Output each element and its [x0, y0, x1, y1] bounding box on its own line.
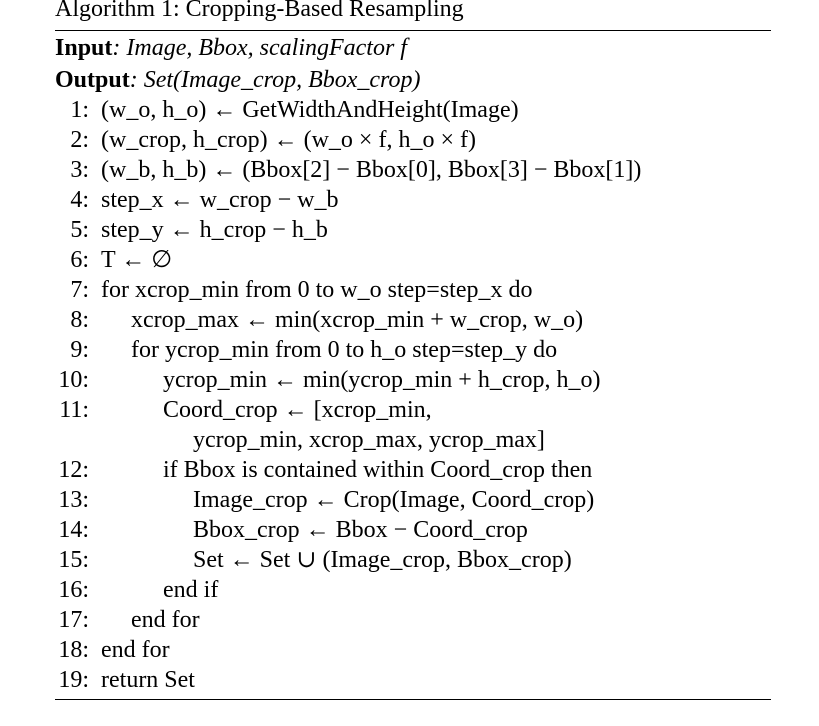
algorithm-line — [55, 185, 771, 215]
algorithm-line — [55, 335, 771, 365]
algorithm-line — [55, 425, 771, 455]
line-code: (w_b, h_b) ← (Bbox[2] − Bbox[0], Bbox[3] − Bbox[1]) — [101, 157, 642, 183]
line-number: 17: — [58, 607, 89, 633]
output-line — [55, 65, 771, 95]
algorithm-line — [55, 575, 771, 605]
caption-title: Cropping-Based Resampling — [185, 0, 464, 22]
line-code: Coord_crop ← [xcrop_min, — [163, 397, 432, 423]
algorithm-line — [55, 95, 771, 125]
algorithm-line — [55, 395, 771, 425]
algorithm-line — [55, 635, 771, 665]
line-code: end if — [163, 577, 219, 603]
algorithm-line — [55, 305, 771, 335]
output-label: Output — [55, 67, 130, 93]
algorithm-line — [55, 665, 771, 695]
algorithm-line — [55, 245, 771, 275]
line-code: T ← ∅ — [101, 247, 173, 273]
algorithm-line — [55, 275, 771, 305]
line-code: ycrop_min ← min(ycrop_min + h_crop, h_o) — [163, 367, 601, 393]
algorithm-line — [55, 485, 771, 515]
line-number: 15: — [58, 547, 89, 573]
algorithm-caption — [55, 0, 771, 30]
line-code: for ycrop_min from 0 to h_o step=step_y do — [131, 337, 558, 363]
output-value: : Set(Image_crop, Bbox_crop) — [129, 67, 421, 93]
line-number: 9: — [70, 337, 89, 363]
bottom-rule — [55, 699, 771, 700]
line-number: 2: — [70, 127, 89, 153]
line-number: 6: — [70, 247, 89, 273]
line-number: 16: — [58, 577, 89, 603]
input-label: Input — [55, 35, 113, 61]
algorithm-line — [55, 155, 771, 185]
line-code: (w_crop, h_crop) ← (w_o × f, h_o × f) — [101, 127, 476, 153]
line-code: for xcrop_min from 0 to w_o step=step_x do — [101, 277, 533, 303]
line-number: 4: — [70, 187, 89, 213]
algorithm-block — [55, 0, 771, 700]
line-number: 19: — [58, 667, 89, 693]
algorithm-line — [55, 515, 771, 545]
algorithm-line — [55, 455, 771, 485]
line-code: return Set — [101, 667, 195, 693]
line-code: xcrop_max ← min(xcrop_min + w_crop, w_o) — [131, 307, 584, 333]
line-number: 12: — [58, 457, 89, 483]
algorithm-line — [55, 545, 771, 575]
line-code: step_x ← w_crop − w_b — [101, 187, 339, 213]
algorithm-line — [55, 605, 771, 635]
top-rule — [55, 30, 771, 31]
line-code: end for — [101, 637, 170, 663]
line-number: 7: — [70, 277, 89, 303]
line-number: 5: — [70, 217, 89, 243]
algorithm-line — [55, 365, 771, 395]
line-code: if Bbox is contained within Coord_crop then — [163, 457, 593, 483]
line-code: Set ← Set ∪ (Image_crop, Bbox_crop) — [193, 547, 572, 573]
line-number: 14: — [58, 517, 89, 543]
line-number: 11: — [59, 397, 89, 423]
line-code: Bbox_crop ← Bbox − Coord_crop — [193, 517, 528, 543]
input-value: : Image, Bbox, scalingFactor f — [112, 35, 407, 61]
line-number: 8: — [70, 307, 89, 333]
line-number: 3: — [70, 157, 89, 183]
algorithm-lines — [55, 95, 771, 695]
line-number: 10: — [58, 367, 89, 393]
line-code: (w_o, h_o) ← GetWidthAndHeight(Image) — [101, 97, 519, 123]
line-number: 1: — [70, 97, 89, 123]
line-code: Image_crop ← Crop(Image, Coord_crop) — [193, 487, 595, 513]
algorithm-line — [55, 215, 771, 245]
caption-label: Algorithm 1: — [55, 0, 180, 22]
algorithm-line — [55, 125, 771, 155]
line-code: ycrop_min, xcrop_max, ycrop_max] — [193, 427, 545, 453]
line-code: end for — [131, 607, 200, 633]
line-number: 13: — [58, 487, 89, 513]
line-number: 18: — [58, 637, 89, 663]
input-line — [55, 33, 771, 63]
line-code: step_y ← h_crop − h_b — [101, 217, 328, 243]
